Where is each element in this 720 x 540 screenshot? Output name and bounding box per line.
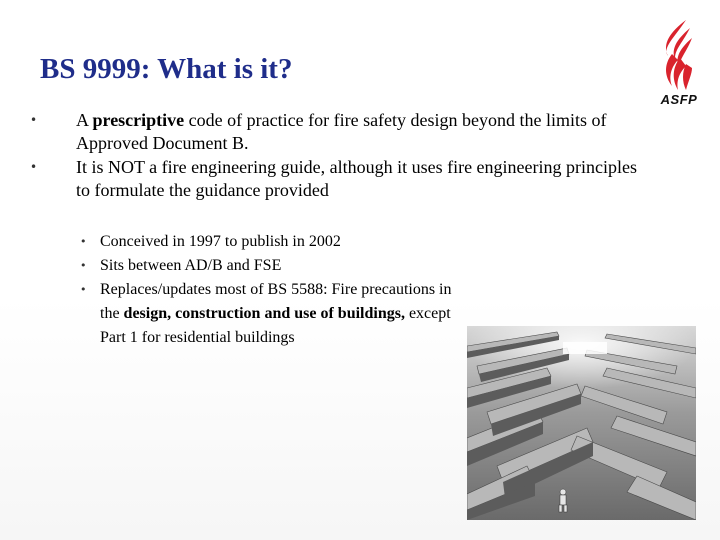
list-item: • Replaces/updates most of BS 5588: Fire precautions in the design, construction and use of buildings, except Part 1 for residential buildings (76, 278, 456, 350)
list-item: • It is NOT a fire engineering guide, although it uses fire engineering principles to formulate the guidance provided (30, 157, 638, 200)
list-item: • Sits between AD/B and FSE (76, 254, 456, 278)
bullet-icon: • (80, 283, 87, 296)
asfp-logo (656, 18, 702, 108)
bullet-icon: • (80, 235, 87, 248)
logo-text: ASFP (660, 92, 698, 107)
main-bullet-list (28, 109, 640, 203)
flame-icon (656, 18, 702, 92)
list-item: • A prescriptive code of practice for fire safety design beyond the limits of Approved Document B. (30, 110, 607, 153)
list-item: • Conceived in 1997 to publish in 2002 (76, 230, 456, 254)
maze-image (467, 326, 696, 520)
sub-bullet-list (76, 230, 456, 350)
slide-title: BS 9999: What is it? (40, 53, 293, 85)
bullet-icon: • (80, 259, 87, 272)
bullet-icon: • (30, 160, 38, 174)
bullet-icon: • (30, 113, 38, 127)
